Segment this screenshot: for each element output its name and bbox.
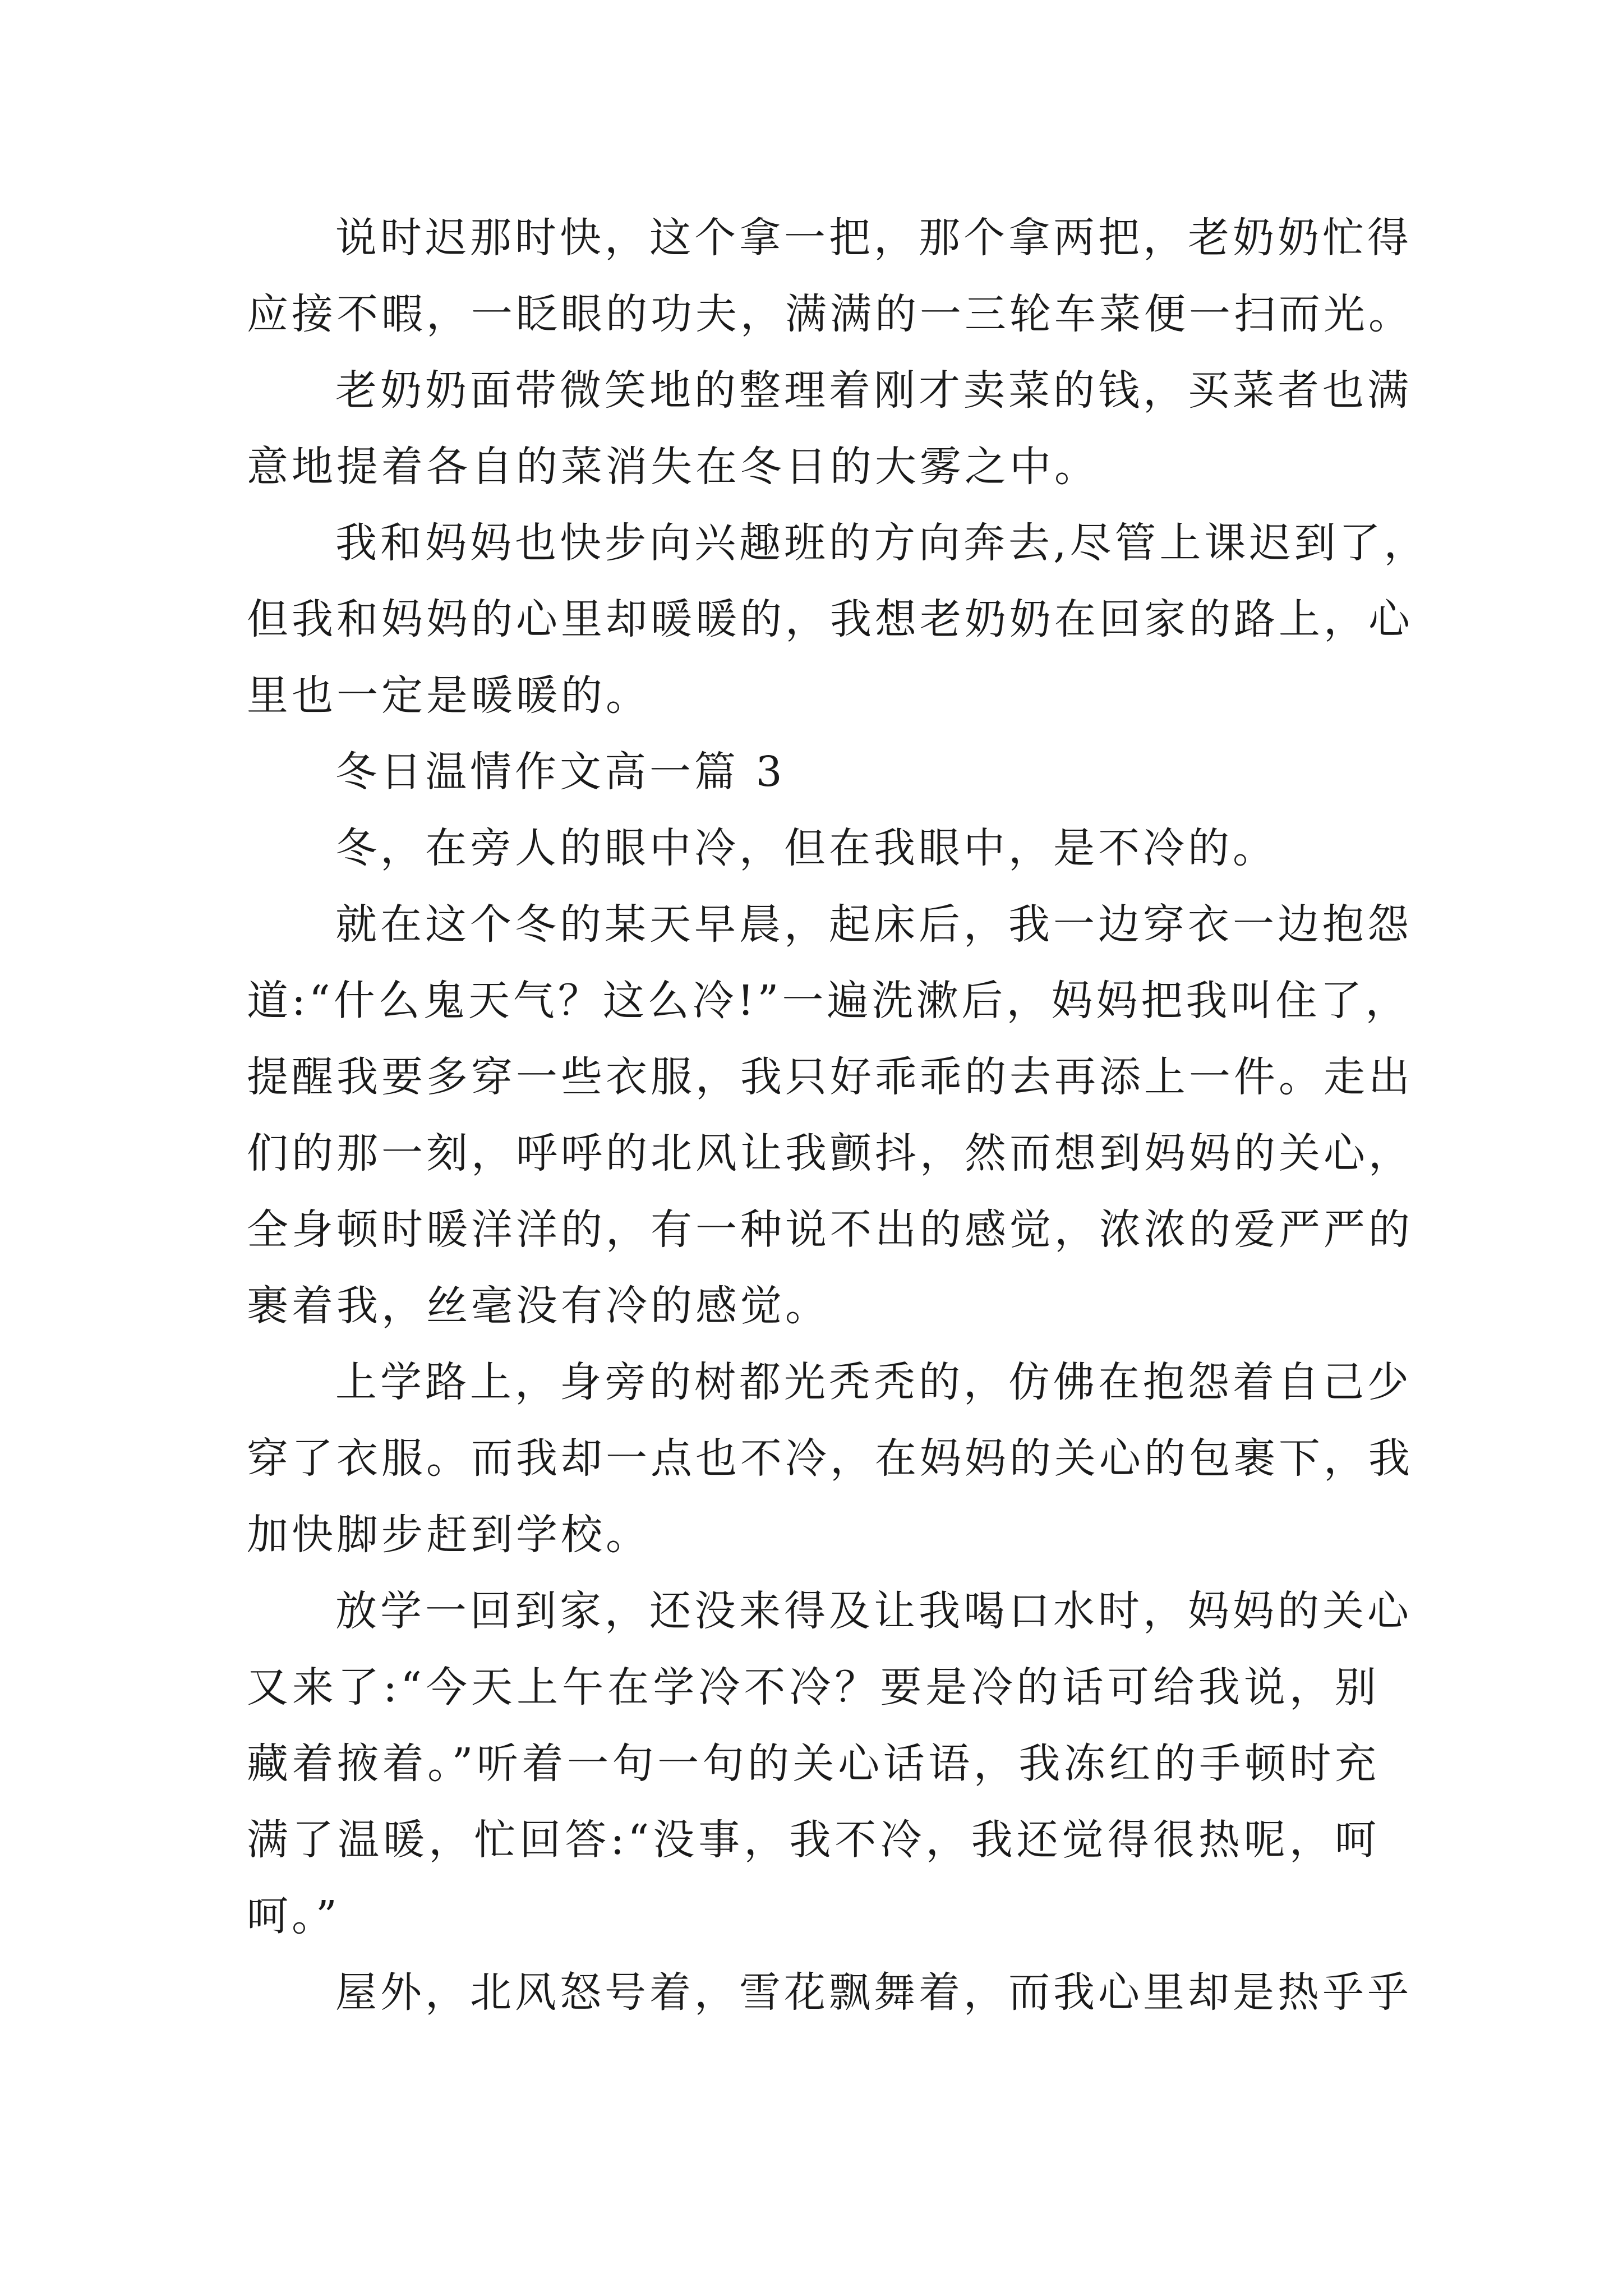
text-line: 呵。”	[247, 1892, 340, 1940]
text-line: 说时迟那时快，这个拿一把，那个拿两把，老奶奶忙得	[335, 214, 1412, 262]
text-line: 满了温暖，忙回答:“没事，我不冷，我还觉得很热呢，呵	[247, 1816, 1380, 1864]
text-line: 放学一回到家，还没来得及让我喝口水时，妈妈的关心	[335, 1587, 1412, 1635]
text-line: 里也一定是暖暖的。	[247, 671, 651, 720]
text-line: 但我和妈妈的心里却暖暖的，我想老奶奶在回家的路上，心	[247, 595, 1413, 643]
text-line: 裹着我，丝毫没有冷的感觉。	[247, 1282, 830, 1330]
text-line: 又来了:“今天上午在学冷不冷？要是冷的话可给我说，别	[247, 1663, 1380, 1711]
text-line: 全身顿时暖洋洋的，有一种说不出的感觉，浓浓的爱严严的	[247, 1205, 1413, 1254]
text-line: 应接不暇，一眨眼的功夫，满满的一三轮车菜便一扫而光。	[247, 290, 1413, 338]
text-line: 们的那一刻，呼呼的北风让我颤抖，然而想到妈妈的关心，	[247, 1129, 1413, 1177]
text-line: 我和妈妈也快步向兴趣班的方向奔去,尽管上课迟到了，	[335, 519, 1429, 567]
text-line: 冬，在旁人的眼中冷，但在我眼中，是不冷的。	[335, 824, 1278, 872]
text-line: 上学路上，身旁的树都光秃秃的，仿佛在抱怨着自己少	[335, 1358, 1412, 1406]
text-line: 提醒我要多穿一些衣服，我只好乖乖的去再添上一件。走出	[247, 1053, 1413, 1101]
text-line: 意地提着各自的菜消失在冬日的大雾之中。	[247, 443, 1099, 491]
text-line: 道:“什么鬼天气？这么冷!”一遍洗漱后，妈妈把我叫住了，	[247, 977, 1410, 1025]
text-line: 屋外，北风怒号着，雪花飘舞着，而我心里却是热乎乎	[335, 1968, 1412, 2017]
text-line: 老奶奶面带微笑地的整理着刚才卖菜的钱，买菜者也满	[335, 366, 1412, 415]
text-line: 穿了衣服。而我却一点也不冷，在妈妈的关心的包裹下，我	[247, 1434, 1413, 1483]
text-line: 加快脚步赶到学校。	[247, 1511, 651, 1559]
text-line: 藏着掖着。”听着一句一句的关心话语，我冻红的手顿时充	[247, 1740, 1380, 1788]
section-heading: 冬日温情作文高一篇 3	[335, 748, 786, 796]
text-line: 就在这个冬的某天早晨，起床后，我一边穿衣一边抱怨	[335, 900, 1412, 949]
